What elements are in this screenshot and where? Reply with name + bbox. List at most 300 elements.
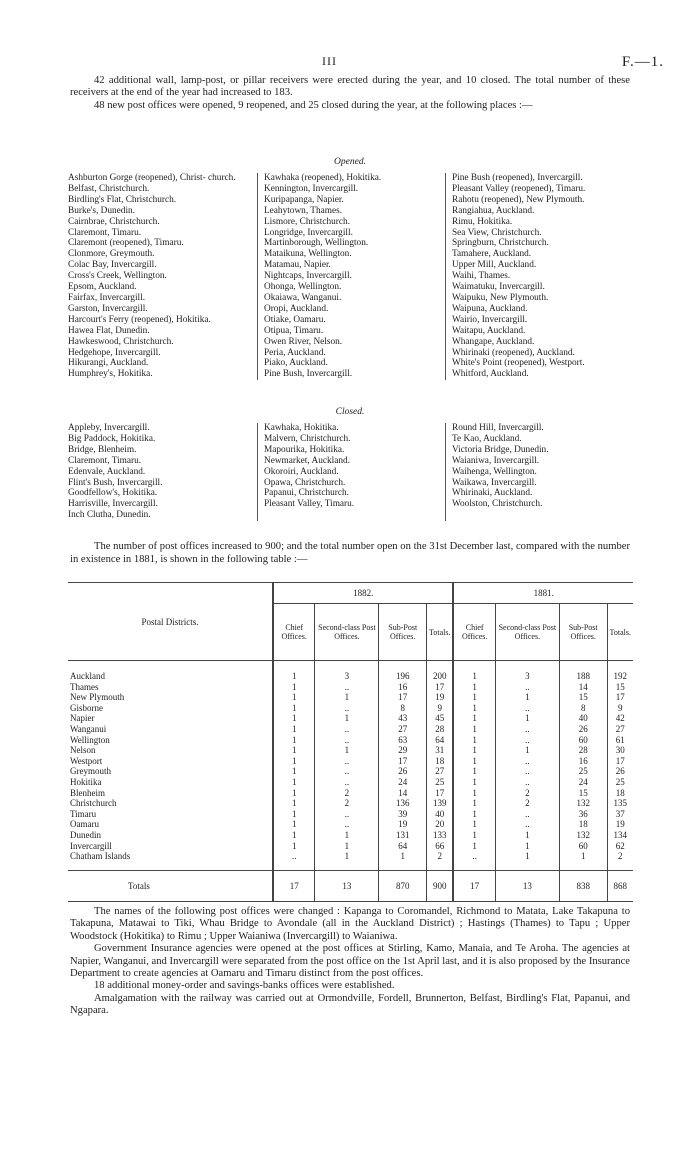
post-office-item: Waitapu, Auckland. bbox=[452, 325, 526, 336]
table-row bbox=[68, 766, 633, 777]
table-cell: 25 bbox=[559, 766, 607, 777]
post-office-item: Waihenga, Wellington. bbox=[452, 466, 537, 477]
post-office-item: Cairnbrae, Christchurch. bbox=[68, 216, 160, 227]
table-cell: 18 bbox=[607, 788, 633, 799]
column-header: Totals. bbox=[607, 604, 633, 661]
post-office-item: Kawhaka, Hokitika. bbox=[264, 423, 339, 433]
table-cell: 63 bbox=[379, 735, 427, 746]
table-cell: 25 bbox=[427, 777, 454, 788]
opened-column-3 bbox=[446, 173, 633, 380]
table-cell: 36 bbox=[559, 809, 607, 820]
opened-column-2 bbox=[258, 173, 446, 380]
table-cell: 1 bbox=[273, 766, 315, 777]
year-1882-header: 1882. bbox=[273, 583, 453, 604]
table-cell: 1 bbox=[273, 692, 315, 703]
table-cell: .. bbox=[315, 766, 379, 777]
post-office-item: Papanui, Christchurch. bbox=[264, 488, 349, 499]
post-office-item: Martinborough, Wellington. bbox=[264, 238, 369, 249]
closed-column-3 bbox=[446, 423, 633, 521]
post-office-item: Malvern, Christchurch. bbox=[264, 433, 351, 444]
table-cell: 29 bbox=[379, 745, 427, 756]
table-cell: 1 bbox=[315, 851, 379, 870]
table-cell: 1 bbox=[495, 841, 559, 852]
totals-row bbox=[68, 870, 633, 901]
paragraph: Government Insurance agencies were opened at the post offices at Stirling, Kamo, Manaia, and Te Aroha. The agencies at Napier, Wanganui, and Invercargill were separated from the post office on the 1st April last, and it is also proposed by the Insurance Department to create agencies at Oamaru and Timaru distinct from the post offices. bbox=[70, 943, 630, 980]
table-cell: 1 bbox=[453, 830, 495, 841]
table-cell: 1 bbox=[273, 841, 315, 852]
table-cell: 15 bbox=[559, 788, 607, 799]
post-office-item: Epsom, Auckland. bbox=[68, 282, 137, 293]
post-office-item: Te Kao, Auckland. bbox=[452, 433, 522, 444]
column-header: Second-class Post Offices. bbox=[315, 604, 379, 661]
table-cell: 15 bbox=[607, 682, 633, 693]
table-cell: 17 bbox=[379, 756, 427, 767]
post-office-item: Pine Bush, Invercargill. bbox=[264, 369, 353, 380]
table-cell: 1 bbox=[273, 788, 315, 799]
post-office-item: Whirinaki, Auckland. bbox=[452, 488, 533, 499]
post-office-item: Victoria Bridge, Dunedin. bbox=[452, 444, 549, 455]
post-office-item: Whitford, Auckland. bbox=[452, 369, 529, 380]
district-name: Timaru bbox=[70, 808, 97, 819]
table-cell: 14 bbox=[559, 682, 607, 693]
opened-heading: Opened. bbox=[334, 157, 366, 167]
post-office-item: Leahytown, Thames. bbox=[264, 205, 343, 216]
post-office-item: Whangape, Auckland. bbox=[452, 336, 535, 347]
table-row bbox=[68, 798, 633, 809]
table-cell: 1 bbox=[273, 777, 315, 788]
table-cell: 132 bbox=[559, 798, 607, 809]
table-cell: 20 bbox=[427, 819, 454, 830]
table-row bbox=[68, 724, 633, 735]
table-cell: 24 bbox=[559, 777, 607, 788]
table-cell: 2 bbox=[427, 851, 454, 870]
table-row bbox=[68, 661, 633, 682]
post-office-item: Otipua, Timaru. bbox=[264, 325, 324, 336]
post-office-item: Opawa, Christchurch. bbox=[264, 477, 346, 488]
post-office-item: Kuripapanga, Napier. bbox=[264, 194, 344, 205]
post-office-item: Claremont (reopened), Timaru. bbox=[68, 238, 184, 249]
table-row bbox=[68, 830, 633, 841]
table-row bbox=[68, 745, 633, 756]
post-office-item: Kennington, Invercargill. bbox=[264, 183, 359, 194]
table-cell: 17 bbox=[379, 692, 427, 703]
table-cell: .. bbox=[495, 756, 559, 767]
total-cell: 17 bbox=[453, 870, 495, 901]
post-office-item: Lismore, Christchurch. bbox=[264, 216, 350, 227]
post-office-item: Waikawa, Invercargill. bbox=[452, 477, 537, 488]
table-cell: 1 bbox=[453, 819, 495, 830]
post-office-item: Newmarket, Auckland. bbox=[264, 455, 350, 466]
post-office-item: Hawea Flat, Dunedin. bbox=[68, 325, 150, 336]
post-office-item: Big Paddock, Hokitika. bbox=[68, 433, 156, 444]
table-cell: 61 bbox=[607, 735, 633, 746]
post-office-item: Piako, Auckland. bbox=[264, 358, 328, 369]
page-header bbox=[0, 54, 700, 70]
table-cell: 192 bbox=[607, 661, 633, 682]
paragraph: 48 new post offices were opened, 9 reopened, and 25 closed during the year, at the following places :— bbox=[94, 99, 533, 111]
post-office-item: Pine Bush (reopened), Invercargill. bbox=[452, 173, 583, 183]
table-row bbox=[68, 756, 633, 767]
district-name: Christchurch bbox=[70, 798, 117, 809]
table-cell: 1 bbox=[273, 798, 315, 809]
post-office-item: Waimatuku, Invercargill. bbox=[452, 282, 545, 293]
table-cell: 1 bbox=[453, 682, 495, 693]
table-row bbox=[68, 851, 633, 870]
table-cell: 18 bbox=[427, 756, 454, 767]
table-cell: 60 bbox=[559, 735, 607, 746]
closing-text bbox=[70, 906, 630, 1018]
table-cell: 1 bbox=[453, 809, 495, 820]
table-cell: 1 bbox=[453, 713, 495, 724]
district-name: Invercargill bbox=[70, 840, 112, 851]
table-cell: 1 bbox=[453, 777, 495, 788]
table-cell: 27 bbox=[607, 724, 633, 735]
table-cell: 1 bbox=[559, 851, 607, 870]
post-office-item: Nightcaps, Invercargill. bbox=[264, 271, 352, 282]
table-cell: 26 bbox=[379, 766, 427, 777]
closed-list bbox=[68, 423, 633, 521]
table-cell: .. bbox=[495, 724, 559, 735]
district-name: Wanganui bbox=[70, 723, 107, 734]
table-cell: 1 bbox=[453, 735, 495, 746]
district-name: New Plymouth bbox=[70, 692, 125, 703]
table-cell: 2 bbox=[607, 851, 633, 870]
postal-districts-header: Postal Districts. bbox=[68, 583, 273, 661]
post-office-item: Harcourt's Ferry (reopened), Hokitika. bbox=[68, 314, 211, 325]
table-cell: 2 bbox=[495, 788, 559, 799]
total-cell: 838 bbox=[559, 870, 607, 901]
page-number: III bbox=[322, 54, 337, 68]
post-office-item: Tamahere, Auckland. bbox=[452, 249, 532, 260]
table-cell: 1 bbox=[273, 703, 315, 714]
table-cell: 17 bbox=[427, 682, 454, 693]
opened-column-1 bbox=[68, 173, 258, 380]
table-cell: 3 bbox=[315, 661, 379, 682]
table-cell: 1 bbox=[273, 819, 315, 830]
table-cell: .. bbox=[495, 735, 559, 746]
table-cell: 1 bbox=[273, 661, 315, 682]
intro-text bbox=[70, 75, 630, 112]
table-cell: 9 bbox=[607, 703, 633, 714]
table-cell: .. bbox=[495, 809, 559, 820]
table-cell: 19 bbox=[607, 819, 633, 830]
post-office-item: Springburn, Christchurch. bbox=[452, 238, 549, 249]
post-office-item: Otiake, Oamaru. bbox=[264, 314, 326, 325]
table-cell: 25 bbox=[607, 777, 633, 788]
table-cell: 31 bbox=[427, 745, 454, 756]
table-cell: 16 bbox=[379, 682, 427, 693]
table-cell: 1 bbox=[495, 851, 559, 870]
table-cell: .. bbox=[315, 809, 379, 820]
post-office-item: Clonmore, Greymouth. bbox=[68, 249, 155, 260]
table-cell: 1 bbox=[273, 724, 315, 735]
post-office-item: Rimu, Hokitika. bbox=[452, 216, 513, 227]
table-cell: 27 bbox=[427, 766, 454, 777]
table-cell: 1 bbox=[495, 692, 559, 703]
table-cell: 1 bbox=[495, 745, 559, 756]
table-cell: 134 bbox=[607, 830, 633, 841]
table-cell: 1 bbox=[453, 724, 495, 735]
table-cell: 8 bbox=[559, 703, 607, 714]
total-cell: 13 bbox=[315, 870, 379, 901]
post-office-item: Upper Mill, Auckland. bbox=[452, 260, 537, 271]
column-header: Second-class Post Offices. bbox=[495, 604, 559, 661]
table-cell: 2 bbox=[495, 798, 559, 809]
table-cell: 1 bbox=[453, 798, 495, 809]
post-office-item: Hikurangi, Auckland. bbox=[68, 358, 149, 369]
table-cell: .. bbox=[495, 777, 559, 788]
post-office-item: Ashburton Gorge (reopened), Christ- church. bbox=[68, 173, 236, 183]
table-cell: 24 bbox=[379, 777, 427, 788]
table-cell: 196 bbox=[379, 661, 427, 682]
table-cell: 1 bbox=[495, 713, 559, 724]
table-cell: 60 bbox=[559, 841, 607, 852]
table-cell: .. bbox=[315, 819, 379, 830]
post-office-item: Inch Clutha, Dunedin. bbox=[68, 510, 151, 521]
post-office-item: Peria, Auckland. bbox=[264, 347, 326, 358]
table-cell: 1 bbox=[273, 830, 315, 841]
paragraph: Amalgamation with the railway was carried out at Ormondville, Fordell, Brunnerton, Belfast, Birdling's Flat, Papanui, and Ngapara. bbox=[70, 992, 630, 1017]
table-cell: 15 bbox=[559, 692, 607, 703]
post-office-item: Claremont, Timaru. bbox=[68, 455, 142, 466]
table-cell: 1 bbox=[273, 809, 315, 820]
table-cell: 2 bbox=[315, 788, 379, 799]
district-name: Blenheim bbox=[70, 787, 105, 798]
table-cell: 136 bbox=[379, 798, 427, 809]
table-cell: 1 bbox=[453, 766, 495, 777]
post-office-item: Matamau, Napier. bbox=[264, 260, 331, 271]
post-office-item: Hedgehope, Invercargill. bbox=[68, 347, 161, 358]
opened-list bbox=[68, 173, 633, 380]
table-cell: 200 bbox=[427, 661, 454, 682]
district-name: Chatham Islands bbox=[70, 851, 131, 862]
table-cell: 133 bbox=[427, 830, 454, 841]
column-header: Sub-Post Offices. bbox=[379, 604, 427, 661]
table-cell: 1 bbox=[453, 661, 495, 682]
table-cell: 1 bbox=[453, 703, 495, 714]
table-cell: 1 bbox=[315, 745, 379, 756]
table-cell: 1 bbox=[315, 830, 379, 841]
table-cell: 1 bbox=[453, 692, 495, 703]
table-cell: 131 bbox=[379, 830, 427, 841]
table-cell: 1 bbox=[273, 735, 315, 746]
table-cell: 19 bbox=[427, 692, 454, 703]
table-cell: .. bbox=[273, 851, 315, 870]
post-office-item: Waianiwa, Invercargill. bbox=[452, 455, 540, 466]
table-row bbox=[68, 682, 633, 693]
post-office-item: Belfast, Christchurch. bbox=[68, 183, 150, 194]
post-office-item: Waipuna, Auckland. bbox=[452, 303, 528, 314]
district-name: Hokitika bbox=[70, 776, 102, 787]
table-cell: .. bbox=[495, 682, 559, 693]
table-cell: 1 bbox=[273, 745, 315, 756]
table-cell: 37 bbox=[607, 809, 633, 820]
table-cell: 64 bbox=[379, 841, 427, 852]
post-office-item: Hawkeswood, Christchurch. bbox=[68, 336, 174, 347]
post-office-item: Fairfax, Invercargill. bbox=[68, 292, 146, 303]
total-cell: 900 bbox=[427, 870, 454, 901]
post-office-item: Pleasant Valley (reopened), Timaru. bbox=[452, 183, 586, 194]
column-header: Totals. bbox=[427, 604, 454, 661]
table-cell: 188 bbox=[559, 661, 607, 682]
table-cell: 2 bbox=[315, 798, 379, 809]
post-office-item: Humphrey's, Hokitika. bbox=[68, 369, 153, 380]
table-cell: 1 bbox=[495, 830, 559, 841]
table-cell: 1 bbox=[273, 713, 315, 724]
table-cell: 43 bbox=[379, 713, 427, 724]
total-cell: 13 bbox=[495, 870, 559, 901]
post-office-item: Woolston, Christchurch. bbox=[452, 499, 543, 510]
table-cell: 17 bbox=[607, 692, 633, 703]
post-office-item: Wairio, Invercargill. bbox=[452, 314, 528, 325]
table-row bbox=[68, 713, 633, 724]
post-office-item: Rangiahua, Auckland. bbox=[452, 205, 535, 216]
total-cell: 868 bbox=[607, 870, 633, 901]
table-cell: 14 bbox=[379, 788, 427, 799]
closed-heading: Closed. bbox=[335, 407, 365, 417]
post-office-item: Claremont, Timaru. bbox=[68, 227, 142, 238]
paragraph: The number of post offices increased to 900; and the total number open on the 31st December last, compared with the number in existence in 1881, is shown in the following table :— bbox=[70, 541, 630, 565]
post-office-item: Whirinaki (reopened), Auckland. bbox=[452, 347, 575, 358]
table-cell: 139 bbox=[427, 798, 454, 809]
table-row bbox=[68, 735, 633, 746]
table-cell: 30 bbox=[607, 745, 633, 756]
column-header: Sub-Post Offices. bbox=[559, 604, 607, 661]
table-cell: 39 bbox=[379, 809, 427, 820]
district-name: Greymouth bbox=[70, 766, 111, 777]
table-cell: 1 bbox=[315, 841, 379, 852]
district-name: Gisborne bbox=[70, 702, 103, 713]
table-cell: 40 bbox=[559, 713, 607, 724]
total-cell: 17 bbox=[273, 870, 315, 901]
total-cell: 870 bbox=[379, 870, 427, 901]
table-cell: .. bbox=[495, 819, 559, 830]
table-cell: 26 bbox=[559, 724, 607, 735]
table-cell: 1 bbox=[315, 692, 379, 703]
table-row bbox=[68, 819, 633, 830]
table-cell: .. bbox=[315, 777, 379, 788]
table-cell: 28 bbox=[559, 745, 607, 756]
paragraph: 18 additional money-order and savings-banks offices were established. bbox=[94, 980, 395, 992]
table-cell: 16 bbox=[559, 756, 607, 767]
post-office-item: Waipuku, New Plymouth. bbox=[452, 292, 549, 303]
district-name: Dunedin bbox=[70, 829, 101, 840]
paragraph: 42 additional wall, lamp-post, or pillar receivers were erected during the year, and 10 closed. The total number of these receivers at the end of the year had increased to 183. bbox=[70, 75, 630, 99]
table-cell: .. bbox=[495, 703, 559, 714]
post-office-item: Appleby, Invercargill. bbox=[68, 423, 150, 433]
document-reference: F.—1. bbox=[621, 54, 664, 70]
district-name: Nelson bbox=[70, 745, 96, 756]
table-cell: 135 bbox=[607, 798, 633, 809]
post-office-item: Garston, Invercargill. bbox=[68, 303, 148, 314]
post-office-item: Okoroiri, Auckland. bbox=[264, 466, 339, 477]
table-cell: 3 bbox=[495, 661, 559, 682]
column-header: Chief Offices. bbox=[453, 604, 495, 661]
table-row bbox=[68, 788, 633, 799]
table-cell: 9 bbox=[427, 703, 454, 714]
table-cell: .. bbox=[315, 703, 379, 714]
table-row bbox=[68, 841, 633, 852]
post-office-item: Goodfellow's, Hokitika. bbox=[68, 488, 158, 499]
table-row bbox=[68, 809, 633, 820]
table-row bbox=[68, 703, 633, 714]
district-name: Wellington bbox=[70, 734, 110, 745]
post-office-item: Owen River, Nelson. bbox=[264, 336, 343, 347]
table-cell: 28 bbox=[427, 724, 454, 735]
post-office-table bbox=[68, 582, 633, 902]
post-office-item: Ohonga, Wellington. bbox=[264, 282, 342, 293]
post-office-item: Mataikuna, Wellington. bbox=[264, 249, 352, 260]
post-office-item: Birdling's Flat, Christchurch. bbox=[68, 194, 177, 205]
post-office-item: Harrisville, Invercargill. bbox=[68, 499, 158, 510]
table-cell: 1 bbox=[453, 841, 495, 852]
table-cell: 19 bbox=[379, 819, 427, 830]
table-cell: 18 bbox=[559, 819, 607, 830]
table-cell: 1 bbox=[379, 851, 427, 870]
post-office-item: Rahotu (reopened), New Plymouth. bbox=[452, 194, 585, 205]
district-name: Westport bbox=[70, 755, 103, 766]
post-office-item: Round Hill, Invercargill. bbox=[452, 423, 544, 433]
table-cell: .. bbox=[315, 724, 379, 735]
table-cell: 42 bbox=[607, 713, 633, 724]
table-cell: 1 bbox=[315, 713, 379, 724]
table-cell: 1 bbox=[273, 756, 315, 767]
paragraph: The names of the following post offices were changed : Kapanga to Coromandel, Richmond to Matata, Lake Takapuna to Takapuna, Matawai to Tiki, Whau Bridge to Avondale (all in the Auckland District) ; Hastings (Thames) to Tapu ; Upper Woodstock (Hokitika) to Rimu ; Upper Waianiwa (Invercargill) to Waianiwa. bbox=[70, 906, 630, 942]
post-office-item: Mapourika, Hokitika. bbox=[264, 444, 345, 455]
post-office-item: Kawhaka (reopened), Hokitika. bbox=[264, 173, 382, 183]
table-cell: 40 bbox=[427, 809, 454, 820]
table-cell: 132 bbox=[559, 830, 607, 841]
post-office-item: Sea View, Christchurch. bbox=[452, 227, 542, 238]
post-office-item: Flint's Bush, Invercargill. bbox=[68, 477, 163, 488]
table-cell: 62 bbox=[607, 841, 633, 852]
post-office-item: Edenvale, Auckland. bbox=[68, 466, 146, 477]
table-cell: 8 bbox=[379, 703, 427, 714]
district-name: Napier bbox=[70, 713, 95, 724]
table-cell: 64 bbox=[427, 735, 454, 746]
post-office-item: Waihi, Thames. bbox=[452, 271, 511, 282]
year-1881-header: 1881. bbox=[453, 583, 633, 604]
table-cell: 1 bbox=[453, 788, 495, 799]
closed-column-1 bbox=[68, 423, 258, 521]
closed-column-2 bbox=[258, 423, 446, 521]
table-row bbox=[68, 777, 633, 788]
table-cell: 66 bbox=[427, 841, 454, 852]
post-office-item: Burke's, Dunedin. bbox=[68, 205, 136, 216]
totals-label: Totals bbox=[68, 870, 273, 901]
table-cell: 17 bbox=[427, 788, 454, 799]
table-cell: .. bbox=[315, 735, 379, 746]
table-cell: .. bbox=[315, 756, 379, 767]
district-name: Thames bbox=[70, 681, 99, 692]
table-cell: 1 bbox=[453, 745, 495, 756]
post-office-item: Colac Bay, Invercargill. bbox=[68, 260, 157, 271]
table-row bbox=[68, 692, 633, 703]
table-cell: 1 bbox=[273, 682, 315, 693]
table-cell: 17 bbox=[607, 756, 633, 767]
table-cell: 45 bbox=[427, 713, 454, 724]
table-cell: .. bbox=[315, 682, 379, 693]
table-cell: 1 bbox=[453, 756, 495, 767]
table-cell: .. bbox=[495, 766, 559, 777]
post-office-item: Longridge, Invercargill. bbox=[264, 227, 353, 238]
table-cell: .. bbox=[453, 851, 495, 870]
post-office-item: Pleasant Valley, Timaru. bbox=[264, 499, 355, 510]
post-office-item: Bridge, Blenheim. bbox=[68, 444, 137, 455]
table-cell: 26 bbox=[607, 766, 633, 777]
district-name: Auckland bbox=[70, 671, 105, 681]
column-header: Chief Offices. bbox=[273, 604, 315, 661]
